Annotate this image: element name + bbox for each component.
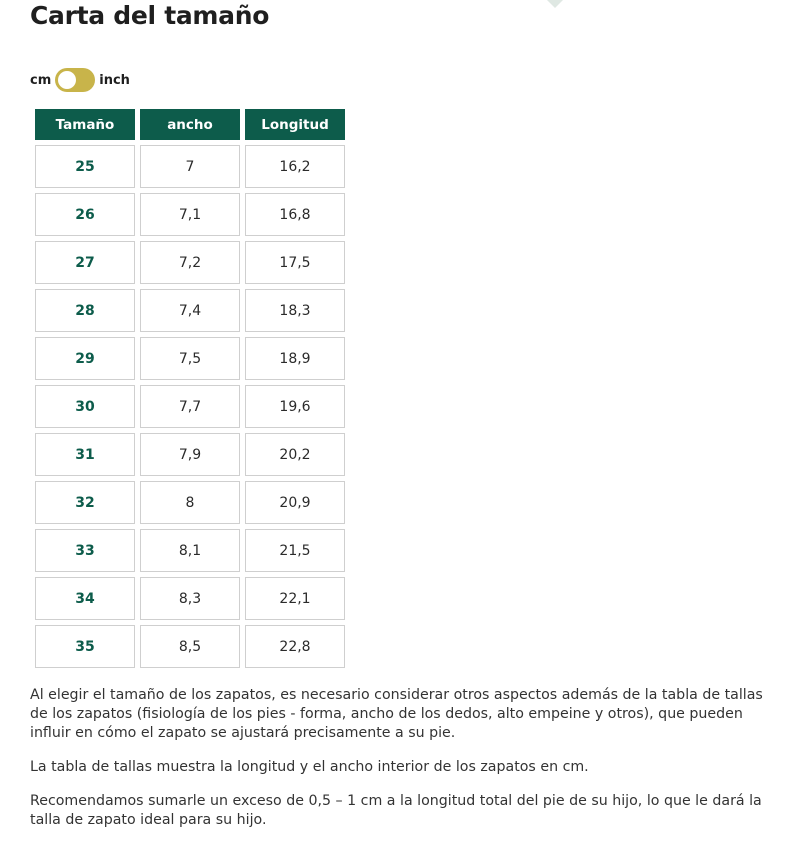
length-cell: 20,2 bbox=[245, 433, 345, 476]
width-cell: 7,2 bbox=[140, 241, 240, 284]
length-cell: 18,3 bbox=[245, 289, 345, 332]
width-cell: 8,5 bbox=[140, 625, 240, 668]
width-cell: 7,1 bbox=[140, 193, 240, 236]
header-width: ancho bbox=[140, 109, 240, 140]
length-cell: 20,9 bbox=[245, 481, 345, 524]
width-cell: 7,9 bbox=[140, 433, 240, 476]
table-row bbox=[35, 433, 345, 476]
width-cell: 7 bbox=[140, 145, 240, 188]
length-cell: 19,6 bbox=[245, 385, 345, 428]
header-length: Longitud bbox=[245, 109, 345, 140]
length-cell: 21,5 bbox=[245, 529, 345, 572]
table-row bbox=[35, 289, 345, 332]
table-row bbox=[35, 241, 345, 284]
length-cell: 16,2 bbox=[245, 145, 345, 188]
decorative-triangle bbox=[547, 0, 563, 8]
size-cell: 26 bbox=[35, 193, 135, 236]
width-cell: 7,5 bbox=[140, 337, 240, 380]
size-cell: 30 bbox=[35, 385, 135, 428]
toggle-knob bbox=[58, 71, 76, 89]
size-cell: 34 bbox=[35, 577, 135, 620]
size-cell: 33 bbox=[35, 529, 135, 572]
size-chart-table bbox=[30, 104, 350, 673]
size-cell: 35 bbox=[35, 625, 135, 668]
size-cell: 25 bbox=[35, 145, 135, 188]
length-cell: 16,8 bbox=[245, 193, 345, 236]
table-row bbox=[35, 145, 345, 188]
table-header-row bbox=[35, 109, 345, 140]
unit-toggle-switch[interactable] bbox=[55, 68, 95, 92]
width-cell: 7,4 bbox=[140, 289, 240, 332]
table-row bbox=[35, 337, 345, 380]
header-size: Tamaño bbox=[35, 109, 135, 140]
width-cell: 7,7 bbox=[140, 385, 240, 428]
size-cell: 28 bbox=[35, 289, 135, 332]
table-row bbox=[35, 577, 345, 620]
size-cell: 29 bbox=[35, 337, 135, 380]
table-row bbox=[35, 529, 345, 572]
size-guide-notes bbox=[30, 686, 770, 845]
size-cell: 31 bbox=[35, 433, 135, 476]
width-cell: 8 bbox=[140, 481, 240, 524]
note-paragraph: La tabla de tallas muestra la longitud y el ancho interior de los zapatos en cm. bbox=[30, 759, 589, 775]
size-cell: 27 bbox=[35, 241, 135, 284]
table-row bbox=[35, 193, 345, 236]
size-cell: 32 bbox=[35, 481, 135, 524]
table-row bbox=[35, 385, 345, 428]
table-row bbox=[35, 625, 345, 668]
length-cell: 22,1 bbox=[245, 577, 345, 620]
table-row bbox=[35, 481, 345, 524]
unit-toggle-row bbox=[30, 68, 130, 92]
length-cell: 17,5 bbox=[245, 241, 345, 284]
page-title: Carta del tamaño bbox=[30, 1, 270, 30]
note-paragraph: Recomendamos sumarle un exceso de 0,5 – 1 cm a la longitud total del pie de su hijo, lo que le dará la talla de zapato ideal para su hijo. bbox=[30, 793, 762, 828]
unit-label-cm: cm bbox=[30, 72, 52, 88]
unit-label-inch: inch bbox=[99, 72, 130, 88]
note-paragraph: Al elegir el tamaño de los zapatos, es necesario considerar otros aspectos además de la tabla de tallas de los zapatos (fisiología de los pies - forma, ancho de los dedos, alto empeine y otros), que pueden influir en cómo el zapato se ajustará precisamente a su pie. bbox=[30, 687, 763, 741]
length-cell: 22,8 bbox=[245, 625, 345, 668]
length-cell: 18,9 bbox=[245, 337, 345, 380]
width-cell: 8,1 bbox=[140, 529, 240, 572]
width-cell: 8,3 bbox=[140, 577, 240, 620]
